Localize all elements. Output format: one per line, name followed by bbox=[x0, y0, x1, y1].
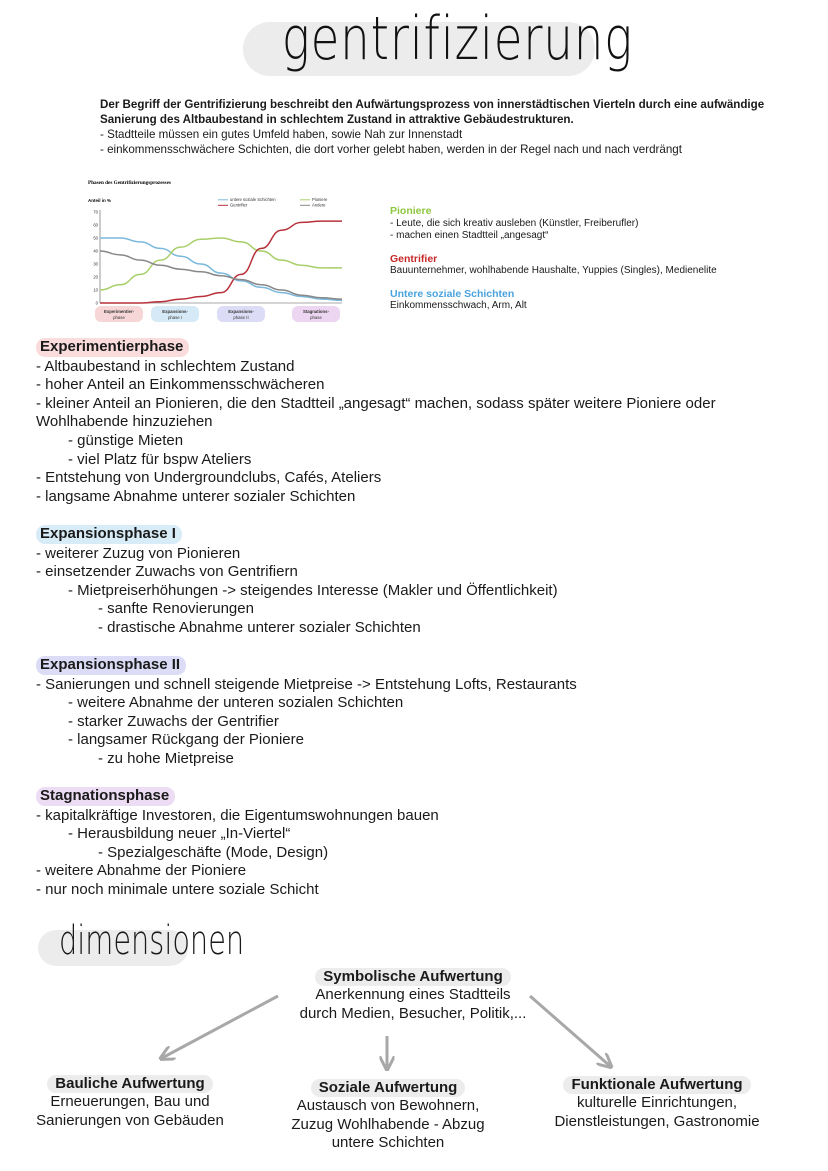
chart-y-tick: 10 bbox=[93, 287, 98, 293]
phase-bullet: - nur noch minimale untere soziale Schicht bbox=[36, 880, 319, 898]
legend-heading-pioniere: Pioniere bbox=[390, 205, 432, 217]
phase-bullet: - Mietpreiserhöhungen -> steigendes Interesse (Makler und Öffentlichkeit) bbox=[68, 581, 558, 599]
phase-bullet: - weiterer Zuzug von Pionieren bbox=[36, 544, 241, 562]
gentrification-phases-chart bbox=[86, 175, 356, 325]
phase-bullet: - zu hohe Mietpreise bbox=[98, 749, 234, 767]
chart-legend-label: Gentrifier bbox=[230, 202, 248, 208]
soziale-line: Austausch von Bewohnern, bbox=[296, 1097, 480, 1115]
phase-bullet: - langsame Abnahme unterer sozialer Schichten bbox=[36, 487, 356, 505]
phase-bullet: - Spezialgeschäfte (Mode, Design) bbox=[98, 843, 329, 861]
section-stagnationsphase bbox=[36, 787, 806, 900]
phase-bullet: - Herausbildung neuer „In-Viertel“ bbox=[68, 825, 291, 843]
chart-phase-label: Stagnations- bbox=[302, 309, 330, 314]
phase-bullet: - einsetzender Zuwachs von Gentrifiern bbox=[36, 563, 298, 581]
bauliche-aufwertung bbox=[20, 1075, 240, 1130]
chart-phase-label: phase I bbox=[167, 315, 183, 320]
phase-bullet: Wohlhabende hinzuziehen bbox=[36, 413, 213, 431]
chart-legend-label: Andere bbox=[312, 202, 326, 208]
phase-bullet: - hoher Anteil an Einkommensschwächeren bbox=[36, 376, 325, 394]
intro-definition: Der Begriff der Gentrifizierung beschreibt den Aufwärtungsprozess von innerstädtischen Vierteln durch eine aufwändige Sanierung des Altbaubestand in schlechtem Zustand in attraktive Gebäudestrukturen. bbox=[100, 98, 765, 126]
funktionale-line: Dienstleistungen, Gastronomie bbox=[554, 1112, 760, 1130]
chart-y-tick: 20 bbox=[93, 274, 98, 280]
chart-phase-label: phase II bbox=[233, 315, 249, 320]
intro-line: - Stadtteile müssen ein gutes Umfeld haben, sowie Nah zur Innenstadt bbox=[100, 128, 463, 141]
legend-line: - machen einen Stadtteil „angesagt“ bbox=[390, 230, 549, 241]
chart-phase-label: Expansions- bbox=[162, 309, 188, 314]
funktionale-aufwertung bbox=[532, 1076, 782, 1131]
phase-bullet: - kapitalkräftige Investoren, die Eigentumswohnungen bauen bbox=[36, 806, 439, 824]
symbolic-line: Anerkennung eines Stadtteils bbox=[315, 986, 511, 1004]
chart-y-tick: 0 bbox=[95, 300, 98, 306]
chart-series-line bbox=[100, 221, 342, 303]
chart-y-tick: 60 bbox=[93, 222, 98, 228]
phase-bullet: - weitere Abnahme der Pioniere bbox=[36, 862, 247, 880]
phase-bullet: - drastische Abnahme unterer sozialer Schichten bbox=[98, 618, 421, 636]
soziale-aufwertung bbox=[272, 1079, 504, 1153]
chart-y-tick: 30 bbox=[93, 261, 98, 267]
funktionale-line: kulturelle Einrichtungen, bbox=[576, 1094, 738, 1112]
arrow-left bbox=[162, 996, 278, 1058]
symbolic-line: durch Medien, Besucher, Politik,... bbox=[299, 1004, 527, 1022]
group-legend bbox=[390, 205, 810, 313]
chart-y-tick: 50 bbox=[93, 235, 98, 241]
legend-line: - Leute, die sich kreativ ausleben (Künstler, Freiberufler) bbox=[390, 217, 639, 229]
phase-bullet: - Entstehung von Undergroundclubs, Cafés, Ateliers bbox=[36, 469, 382, 487]
phase-bullet: - kleiner Anteil an Pionieren, die den Stadtteil „angesagt“ machen, sodass später weitere Pioniere oder bbox=[36, 394, 716, 412]
legend-heading-gentrifier: Gentrifier bbox=[390, 252, 438, 265]
chart-phase-label: Expansions- bbox=[228, 309, 254, 314]
chart-legend-label: Pioniere bbox=[312, 197, 328, 202]
chart-ylabel: Anteil in % bbox=[88, 198, 112, 203]
bauliche-line: Sanierungen von Gebäuden bbox=[36, 1111, 224, 1129]
chart-series-line bbox=[100, 238, 342, 300]
phase-bullet: - Altbaubestand in schlechtem Zustand bbox=[36, 357, 295, 375]
page-title: gentrifizierung bbox=[281, 4, 634, 74]
section-experimentierphase bbox=[36, 338, 806, 506]
legend-line: Bauunternehmer, wohlhabende Haushalte, Yuppies (Singles), Medienelite bbox=[390, 265, 717, 276]
legend-line: Einkommensschwach, Arm, Alt bbox=[390, 300, 527, 311]
phase-bullet: - günstige Mieten bbox=[68, 431, 184, 449]
intro-line: - einkommensschwächere Schichten, die dort vorher gelebt haben, werden in der Regel nach und nach verdrängt bbox=[100, 143, 682, 156]
chart-series-line bbox=[100, 238, 342, 290]
soziale-line: Zuzug Wohlhabende - Abzug bbox=[291, 1115, 485, 1133]
chart-y-tick: 70 bbox=[93, 209, 98, 215]
legend-heading-untere-schichten: Untere soziale Schichten bbox=[390, 287, 515, 300]
symbolic-heading: Symbolische Aufwertung bbox=[315, 968, 510, 986]
chart-title: Phasen des Gentrifizierungsprozesses bbox=[88, 180, 171, 186]
chart-legend-label: untere soziale Schichten bbox=[230, 197, 276, 202]
phase-bullet: - langsamer Rückgang der Pioniere bbox=[68, 731, 304, 749]
phase-bullet: - sanfte Renovierungen bbox=[98, 600, 254, 618]
intro-text bbox=[100, 97, 790, 157]
phase-bullet: - viel Platz für bspw Ateliers bbox=[68, 450, 252, 468]
section-expansionsphase-1 bbox=[36, 525, 806, 638]
chart-phase-label: phase bbox=[113, 315, 125, 320]
chart-phase-label: Experimentier- bbox=[103, 309, 135, 314]
funktionale-heading: Funktionale Aufwertung bbox=[563, 1076, 750, 1094]
section-expansionsphase-2 bbox=[36, 656, 806, 769]
phase-bullet: - Sanierungen und schnell steigende Mietpreise -> Entstehung Lofts, Restaurants bbox=[36, 675, 577, 693]
chart-phase-label: phase bbox=[310, 315, 322, 320]
chart-y-tick: 40 bbox=[93, 248, 98, 254]
symbolic-aufwertung bbox=[268, 968, 558, 1023]
soziale-heading: Soziale Aufwertung bbox=[311, 1079, 466, 1097]
phase-heading: Experimentierphase bbox=[36, 338, 189, 357]
soziale-line: untere Schichten bbox=[331, 1134, 445, 1152]
phase-bullet: - starker Zuwachs der Gentrifier bbox=[68, 712, 279, 730]
bauliche-line: Erneuerungen, Bau und bbox=[50, 1093, 210, 1111]
phase-heading: Expansionsphase I bbox=[36, 525, 182, 544]
bauliche-heading: Bauliche Aufwertung bbox=[47, 1075, 212, 1093]
dimensions-title: dimensionen bbox=[58, 918, 245, 964]
phase-heading: Stagnationsphase bbox=[36, 787, 175, 806]
phase-heading: Expansionsphase II bbox=[36, 656, 186, 675]
phase-bullet: - weitere Abnahme der unteren sozialen Schichten bbox=[68, 694, 404, 712]
